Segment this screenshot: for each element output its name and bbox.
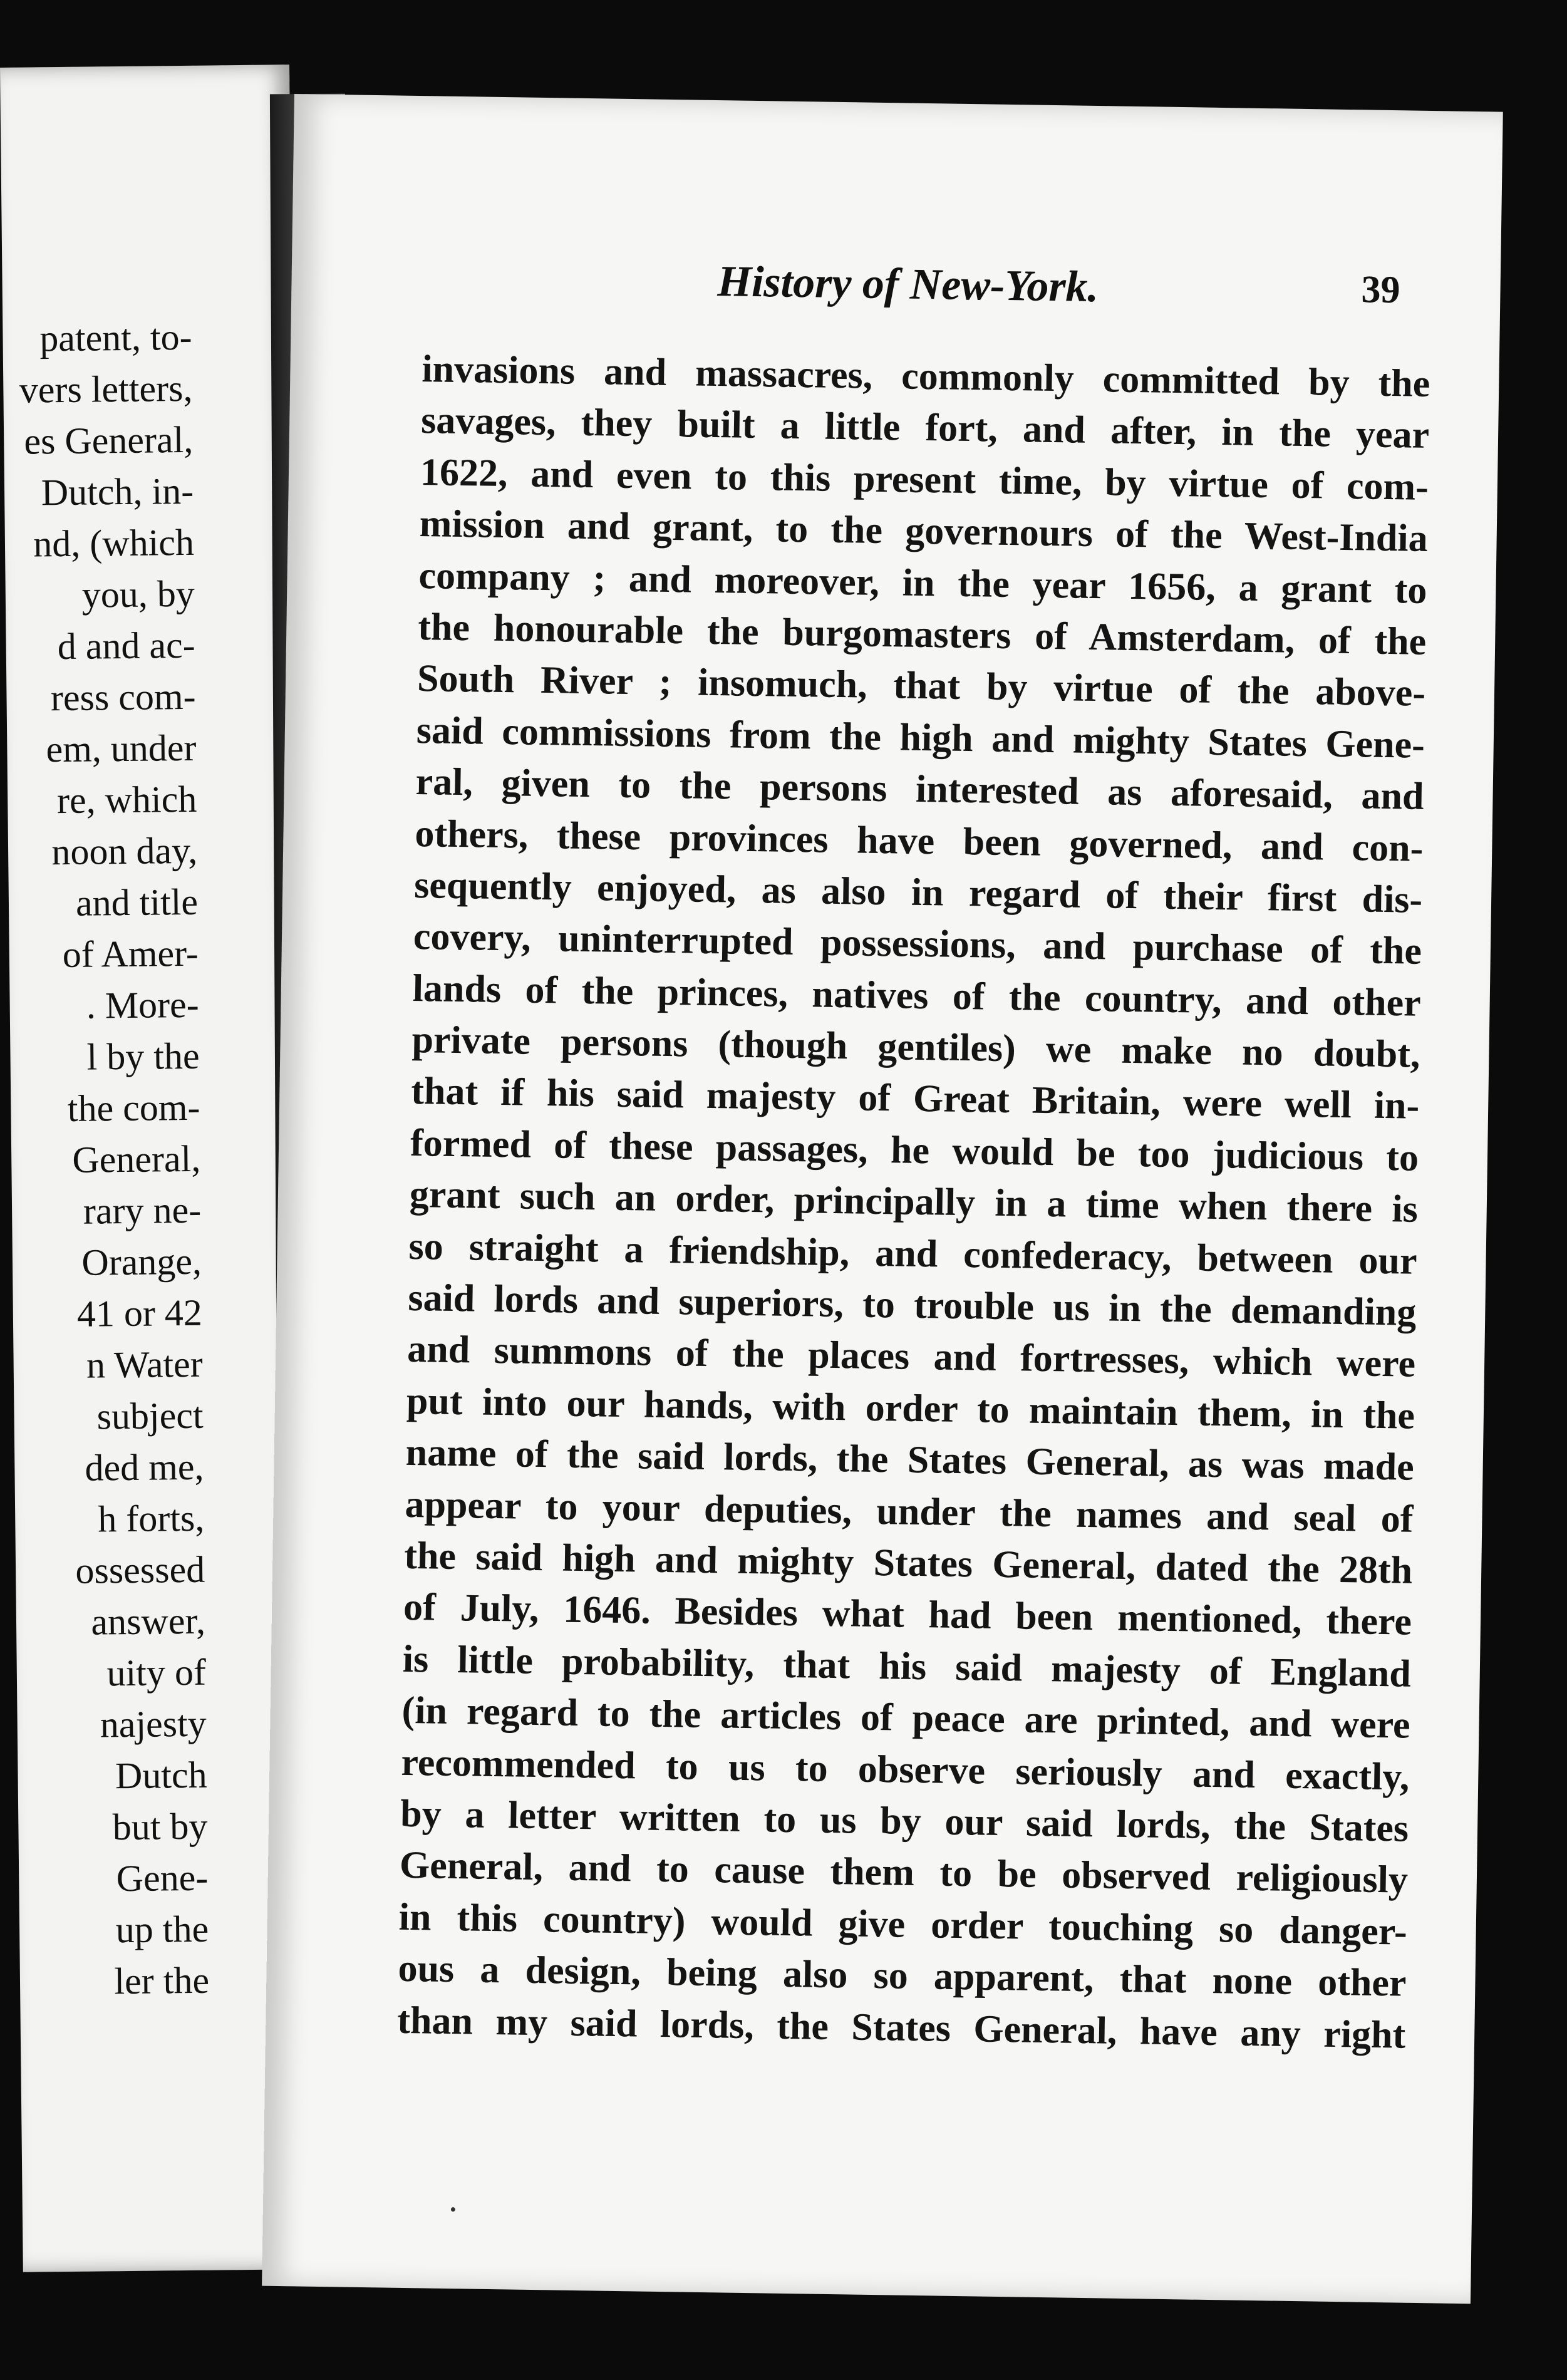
text-line: ral, given to the persons interested as aforesaid, and [415,760,1425,818]
text-line: put into our hands, with order to maintain them, in the [406,1379,1415,1437]
left-line: noon day, [51,829,198,873]
left-line: ler the [114,1959,210,2002]
text-line: savages, they built a little fort, and after, in the year [420,399,1430,457]
left-line: of Amer- [62,932,199,976]
text-line: grant such an order, principally in a time when there is [409,1173,1419,1231]
text-line: company ; and moreover, in the year 1656, a grant to [418,554,1427,612]
text-line: said commissions from the high and mighty States Gene- [416,708,1425,767]
text-line: name of the said lords, the States General, as was made [405,1431,1415,1489]
left-line: ossessed [75,1548,205,1591]
left-line: es General, [24,418,194,462]
left-line: but by [112,1805,208,1848]
left-line: the com- [67,1086,200,1129]
text-line: General, and to cause them to be observed religiously [399,1844,1409,1902]
left-line: Dutch [115,1754,207,1797]
text-line: invasions and massacres, commonly committed by the [421,348,1430,405]
text-line: ous a design, being also so apparent, that none other [398,1947,1407,2005]
text-line: covery, uninterrupted possessions, and purchase of the [413,915,1422,973]
text-line: in this country) would give order touching so danger- [398,1895,1408,1953]
page-number: 39 [1361,268,1401,312]
text-line: the said high and mighty States General, dated the 28th [403,1534,1413,1592]
left-line: em, under [46,727,197,770]
left-line: h forts, [97,1497,205,1540]
text-line: lands of the princes, natives of the country, and other [412,966,1422,1025]
left-line: . More- [86,983,200,1027]
left-line: Orange, [81,1240,202,1283]
text-line: private persons (though gentiles) we make no doubt, [411,1018,1420,1076]
left-line: answer, [91,1600,206,1643]
left-line: subject [96,1394,204,1437]
left-line: patent, to- [39,316,192,360]
left-line: you, by [81,572,195,616]
left-line: nd, (which [33,521,195,565]
text-line: so straight a friendship, and confederacy, between our [408,1224,1418,1283]
text-line: South River ; insomuch, that by virtue of the above- [416,657,1426,715]
left-line: 41 or 42 [76,1291,203,1335]
text-line: appear to your deputies, under the names and seal of [405,1482,1414,1541]
left-line: ress com- [50,675,196,719]
text-line: 1622, and even to this present time, by virtue of com- [420,450,1429,509]
left-line: uity of [106,1651,207,1694]
left-line: and title [75,881,199,924]
left-line: d and ac- [57,624,196,668]
body-text [397,343,1430,2061]
text-line: is little probability, that his said majesty of England [402,1637,1412,1695]
text-line: by a letter written to us by our said lords, the States [400,1792,1409,1850]
left-line: Gene- [116,1856,209,1900]
text-line: than my said lords, the States General, have any right [396,1999,1406,2057]
left-line: Dutch, in- [41,470,194,514]
left-line: najesty [100,1702,207,1746]
right-page [262,94,1503,2304]
left-page-text [3,310,309,2008]
text-line: others, these provinces have been governed, and con- [415,812,1424,870]
text-line: sequently enjoyed, as also in regard of their first dis- [413,863,1423,921]
text-line: of July, 1646. Besides what had been mentioned, there [403,1586,1412,1644]
left-line: rary ne- [83,1189,202,1232]
left-line: ded me, [85,1446,204,1489]
left-line: vers letters, [19,367,193,411]
text-line: said lords and superiors, to trouble us in the demanding [408,1276,1417,1334]
running-head: History of New-York. [717,257,1099,312]
text-line: mission and grant, to the governours of the West-India [419,502,1429,561]
left-line: up the [115,1908,209,1951]
text-line: (in regard to the articles of peace are printed, and were [401,1689,1411,1747]
text-line: the honourable the burgomasters of Amsterdam, of the [417,605,1427,663]
text-line: formed of these passages, he would be too judicious to [410,1121,1419,1179]
left-line: n Water [86,1343,204,1386]
text-line: and summons of the places and fortresses, which were [406,1328,1416,1386]
left-line: l by the [86,1035,200,1078]
paper-speck [451,2207,455,2212]
left-page [0,65,313,2272]
left-line: General, [72,1137,201,1181]
text-line: recommended to us to observe seriously and exactly, [401,1741,1410,1799]
left-line: re, which [56,778,197,822]
text-line: that if his said majesty of Great Britain, were well in- [410,1070,1420,1128]
